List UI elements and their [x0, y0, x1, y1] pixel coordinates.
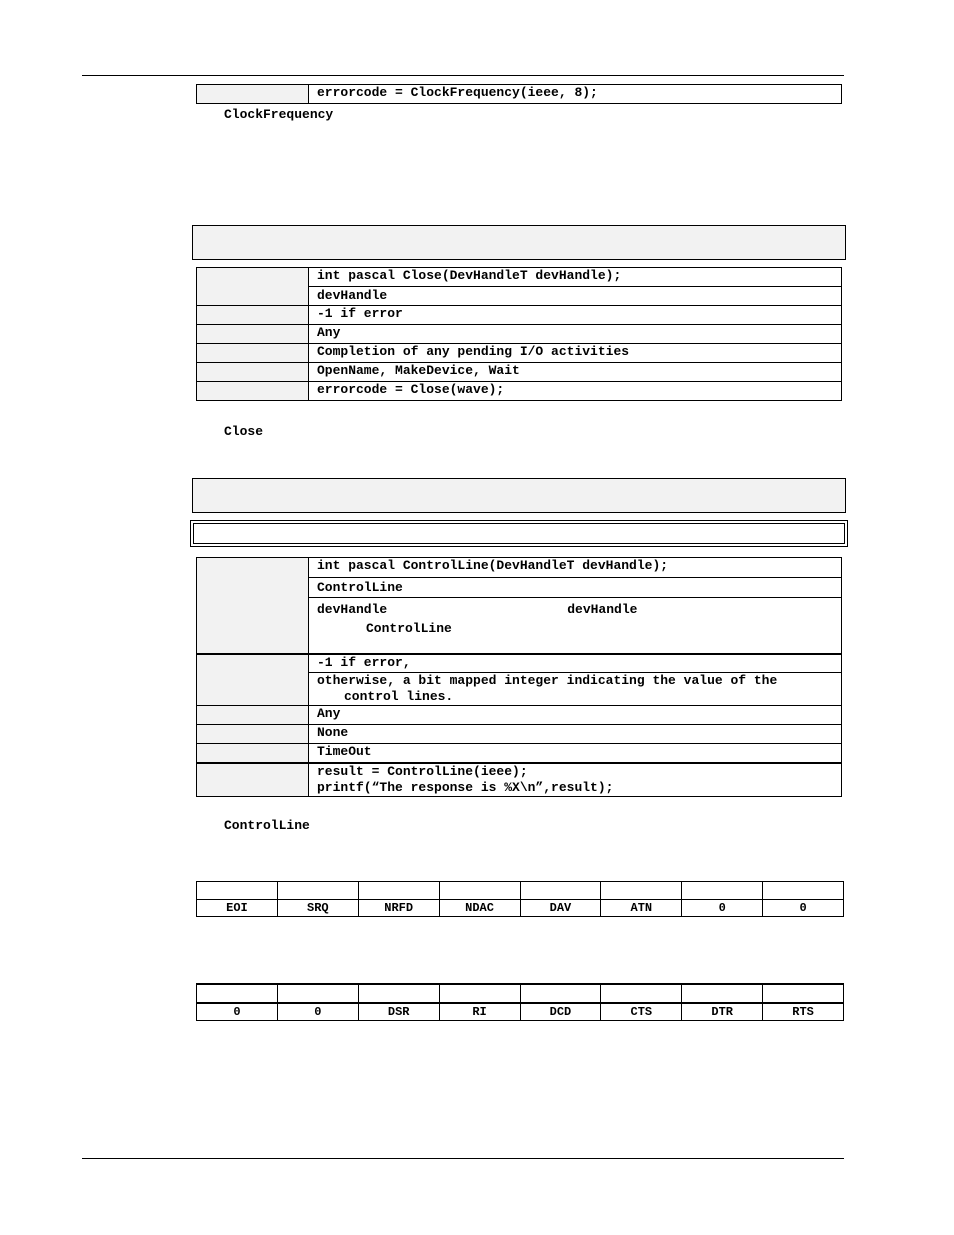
controlline-name: ControlLine [309, 578, 842, 598]
controlline-see-also: TimeOut [309, 744, 842, 763]
bit-header-cell [763, 882, 844, 900]
controlline-param-a: devHandle [317, 602, 388, 617]
controlline-param-b: devHandle [567, 602, 638, 617]
header-rule [82, 75, 844, 76]
bit-header-cell [601, 984, 682, 1003]
controlline-state: Any [309, 706, 842, 725]
bit-header-cell [439, 984, 520, 1003]
see-also-label-cell [197, 744, 309, 763]
close-see-also: OpenName, MakeDevice, Wait [309, 363, 842, 382]
bit-cell: CTS [601, 1003, 682, 1021]
controlline-section-banner [192, 478, 846, 513]
bit-header-cell [277, 882, 358, 900]
ieee-bitmap-table [196, 881, 844, 917]
state-label-cell [197, 325, 309, 344]
returns-label-cell [197, 654, 309, 706]
controlline-returns-2a: otherwise, a bit mapped integer indicating the value of the [317, 673, 778, 688]
controlline-note: ControlLine [224, 818, 310, 833]
example-label-cell [197, 85, 309, 104]
example-label-cell [197, 763, 309, 797]
controlline-subheading-box [190, 520, 848, 547]
example-label-cell [197, 382, 309, 401]
close-waits: Completion of any pending I/O activities [309, 344, 842, 363]
bit-header-cell [439, 882, 520, 900]
bit-cell: DCD [520, 1003, 601, 1021]
bit-cell: SRQ [277, 900, 358, 917]
waits-label-cell [197, 725, 309, 744]
clockfrequency-example-table [196, 84, 842, 104]
controlline-example [309, 763, 842, 797]
controlline-reference-table [196, 557, 842, 797]
clockfrequency-example: errorcode = ClockFrequency(ieee, 8); [309, 85, 842, 104]
bit-cell: NRFD [358, 900, 439, 917]
bit-header-cell [197, 984, 278, 1003]
controlline-param-c: ControlLine [366, 621, 452, 636]
bit-header-cell [682, 882, 763, 900]
bit-cell: NDAC [439, 900, 520, 917]
bit-cell: DAV [520, 900, 601, 917]
bit-header-cell [197, 882, 278, 900]
syntax-label-cell [197, 558, 309, 654]
bit-cell: RTS [763, 1003, 844, 1021]
close-note: Close [224, 424, 264, 439]
serial-bitmap-table [196, 983, 844, 1021]
controlline-example-1: result = ControlLine(ieee); [317, 763, 528, 779]
bit-header-cell [601, 882, 682, 900]
bit-cell: DTR [682, 1003, 763, 1021]
waits-label-cell [197, 344, 309, 363]
bit-header-cell [520, 882, 601, 900]
bit-header-cell [520, 984, 601, 1003]
controlline-returns-2b: control lines. [344, 689, 454, 704]
close-reference-table [196, 267, 842, 401]
close-section-banner [192, 225, 846, 260]
bit-cell: ATN [601, 900, 682, 917]
see-also-label-cell [197, 363, 309, 382]
bit-cell: 0 [197, 1003, 278, 1021]
controlline-params [309, 598, 842, 654]
bit-header-cell [358, 984, 439, 1003]
controlline-returns-2 [309, 673, 842, 706]
bit-header-cell [763, 984, 844, 1003]
close-syntax: int pascal Close(DevHandleT devHandle); [309, 268, 842, 287]
bit-header-cell [682, 984, 763, 1003]
controlline-returns-1: -1 if error, [309, 654, 842, 673]
close-param: devHandle [309, 287, 842, 306]
syntax-label-cell [197, 268, 309, 306]
returns-label-cell [197, 306, 309, 325]
controlline-syntax: int pascal ControlLine(DevHandleT devHandle); [309, 558, 842, 578]
bit-header-cell [277, 984, 358, 1003]
bit-cell: EOI [197, 900, 278, 917]
bit-header-cell [358, 882, 439, 900]
close-state: Any [309, 325, 842, 344]
controlline-example-2: printf(“The response is %X\n”,result); [317, 779, 614, 795]
bit-cell: 0 [763, 900, 844, 917]
bit-cell: RI [439, 1003, 520, 1021]
close-returns: -1 if error [309, 306, 842, 325]
bit-cell: DSR [358, 1003, 439, 1021]
bit-cell: 0 [682, 900, 763, 917]
state-label-cell [197, 706, 309, 725]
clockfrequency-note: ClockFrequency [224, 107, 334, 122]
controlline-waits: None [309, 725, 842, 744]
bit-cell: 0 [277, 1003, 358, 1021]
footer-rule [82, 1158, 844, 1159]
close-example: errorcode = Close(wave); [309, 382, 842, 401]
